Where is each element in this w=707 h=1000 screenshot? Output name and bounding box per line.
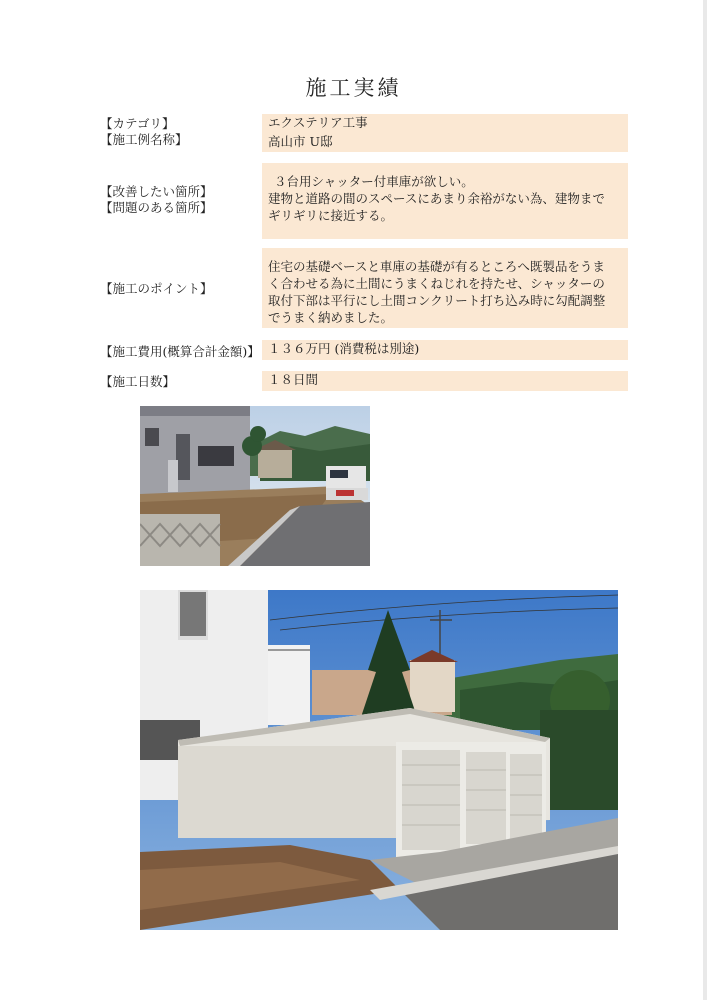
label-cost: 【施工費用(概算合計金額)】 — [100, 344, 260, 359]
value-point — [262, 248, 628, 328]
problem-line: ギリギリに接近する。 — [268, 208, 394, 223]
value-problem — [262, 163, 628, 239]
page-edge — [703, 0, 707, 1000]
completed-garage-photo — [140, 590, 618, 930]
label-days: 【施工日数】 — [100, 374, 176, 389]
before-construction-photo — [140, 406, 370, 566]
problem-line: ３台用シャッター付車庫が欲しい。 — [274, 174, 474, 189]
point-line: く合わせる為に土間にうまくねじれを持たせ、シャッターの — [268, 276, 605, 291]
point-line: でうまく納めました。 — [268, 310, 394, 325]
label-problem: 【問題のある箇所】 — [100, 200, 213, 215]
problem-line: 建物と道路の間のスペースにあまり余裕がない為、建物まで — [268, 191, 605, 206]
point-line: 住宅の基礎ベースと車庫の基礎が有るところへ既製品をうま — [268, 259, 605, 274]
value-category: エクステリア工事 — [262, 114, 628, 133]
label-point: 【施工のポイント】 — [100, 281, 213, 296]
value-days: １８日間 — [262, 371, 628, 391]
point-line: 取付下部は平行にし土間コンクリート打ち込み時に勾配調整 — [268, 293, 606, 308]
page-title: 施工実績 — [305, 76, 402, 100]
label-category: 【カテゴリ】 — [100, 116, 175, 131]
label-improvement: 【改善したい箇所】 — [100, 184, 213, 199]
label-project-name: 【施工例名称】 — [100, 132, 188, 147]
value-project-name: 高山市 U邸 — [262, 133, 628, 152]
value-cost: １３６万円 (消費税は別途) — [262, 340, 628, 360]
